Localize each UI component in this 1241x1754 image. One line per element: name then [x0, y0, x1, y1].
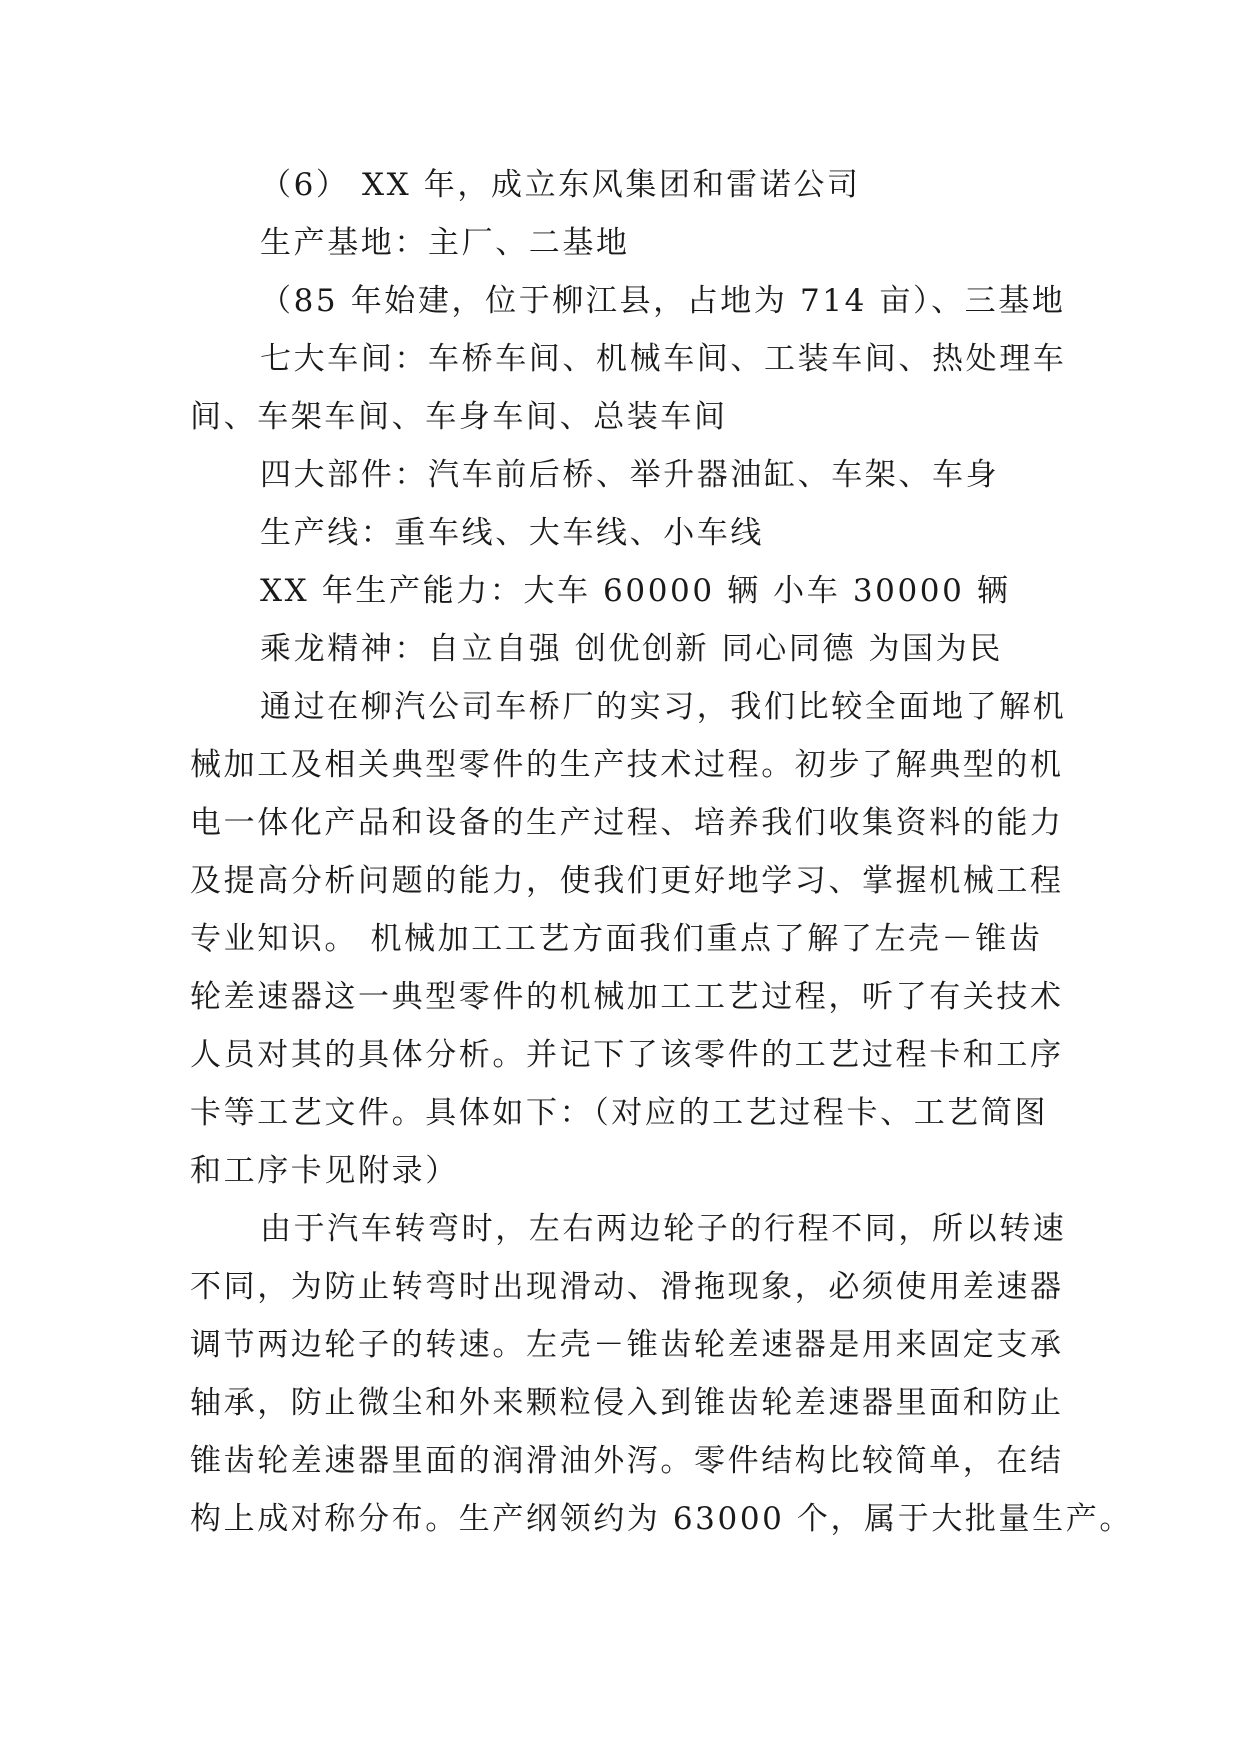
- text-line-15: 轮差速器这一典型零件的机械加工工艺过程，听了有关技术: [190, 979, 1064, 1015]
- text-line-23: 锥齿轮差速器里面的润滑油外泻。零件结构比较简单，在结: [190, 1443, 1064, 1479]
- text-line-18: 和工序卡见附录）: [190, 1153, 459, 1189]
- text-line-6: 四大部件：汽车前后桥、举升器油缸、车架、车身: [260, 457, 1000, 493]
- text-line-22: 轴承，防止微尘和外来颗粒侵入到锥齿轮差速器里面和防止: [190, 1385, 1064, 1421]
- text-line-11: 械加工及相关典型零件的生产技术过程。初步了解典型的机: [190, 747, 1064, 783]
- text-line-2: 生产基地：主厂、二基地: [260, 225, 630, 261]
- text-line-20: 不同，为防止转弯时出现滑动、滑拖现象，必须使用差速器: [190, 1269, 1064, 1305]
- text-line-24: 构上成对称分布。生产纲领约为 63000 个，属于大批量生产。: [190, 1501, 1133, 1537]
- text-line-17: 卡等工艺文件。具体如下：（对应的工艺过程卡、工艺简图: [190, 1095, 1049, 1131]
- text-line-14: 专业知识。 机械加工工艺方面我们重点了解了左壳－锥齿: [190, 921, 1043, 957]
- text-line-8: XX 年生产能力：大车 60000 辆 小车 30000 辆: [260, 573, 1011, 609]
- text-line-12: 电一体化产品和设备的生产过程、培养我们收集资料的能力: [190, 805, 1064, 841]
- text-line-5: 间、车架车间、车身车间、总装车间: [190, 399, 728, 435]
- text-line-13: 及提高分析问题的能力，使我们更好地学习、掌握机械工程: [190, 863, 1064, 899]
- text-line-10: 通过在柳汽公司车桥厂的实习，我们比较全面地了解机: [260, 689, 1067, 725]
- text-line-19: 由于汽车转弯时，左右两边轮子的行程不同，所以转速: [260, 1211, 1067, 1247]
- text-line-16: 人员对其的具体分析。并记下了该零件的工艺过程卡和工序: [190, 1037, 1064, 1073]
- text-line-21: 调节两边轮子的转速。左壳－锥齿轮差速器是用来固定支承: [190, 1327, 1064, 1363]
- text-line-4: 七大车间：车桥车间、机械车间、工装车间、热处理车: [260, 341, 1067, 377]
- text-line-3: （85 年始建，位于柳江县，占地为 714 亩）、三基地: [260, 283, 1066, 319]
- text-line-1: （6） XX 年，成立东风集团和雷诺公司: [260, 167, 861, 203]
- text-line-9: 乘龙精神：自立自强 创优创新 同心同德 为国为民: [260, 631, 1003, 667]
- text-line-7: 生产线：重车线、大车线、小车线: [260, 515, 764, 551]
